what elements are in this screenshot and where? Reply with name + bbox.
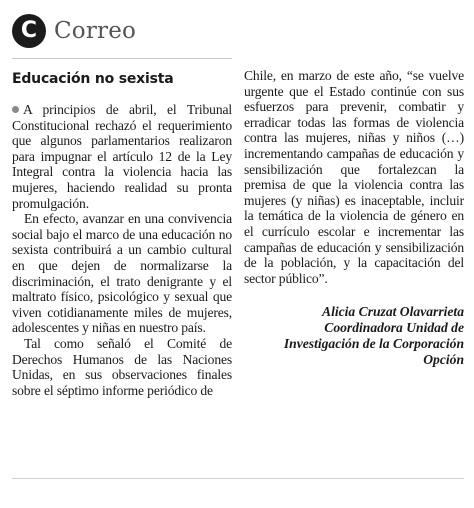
signature-role: Opción (423, 352, 464, 368)
signature-role: Coordinadora Unidad de (324, 320, 464, 336)
article-paragraph: Chile, en marzo de este año, “se vuelve urgente que el Estado continúe con sus esfuerzos para prevenir, combatir y erradicar todas las formas de violencia contra las mujeres, niñas y niños (…) incrementando campañas de educación y sensibilización que fortalezcan la premisa de que la violencia contra las mujeres (y niñas) es inaceptable, incluir la temática de la violencia de género en el currículo escolar e incrementar las campañas de educación y sensibilización de la población, y la capacitación del sector público”. (244, 68, 464, 286)
letter-signature (244, 304, 464, 368)
article-headline: Educación no sexista (12, 71, 174, 87)
section-header (12, 13, 136, 49)
signature-role: Investigación de la Corporación (283, 336, 464, 352)
signature-name: Alicia Cruzat Olavarrieta (322, 304, 464, 320)
article-paragraph: En efecto, avanzar en una convivencia social bajo el marco de una educación no sexista contribuirá a un cambio cultural en que dejen de normalizarse la discriminación, el trato denigrante y el maltrato físico, psicológico y sexual que viven cotidianamente miles de mujeres, adolescentes y niñas en nuestro país. (12, 211, 232, 336)
bullet-icon (12, 106, 19, 113)
header-divider (12, 58, 232, 59)
section-badge (12, 14, 46, 48)
footer-divider (12, 478, 464, 479)
section-title: Correo (54, 17, 137, 44)
article-paragraph-text: A principios de abril, el Tribunal Constitucional rechazó el requerimiento que algunos parlamentarios realizaron para impugnar el artículo 12 de la Ley Integral contra la violencia hacia las mujeres, haciendo realidad su pronta promulgación. (12, 102, 232, 211)
article-column-right (244, 68, 464, 368)
article-body-right (244, 68, 464, 286)
article-body-left (12, 102, 232, 398)
article-column-left (12, 70, 232, 398)
article-paragraph: Tal como señaló el Comité de Derechos Humanos de las Naciones Unidas, en sus observaciones finales sobre el séptimo informe periódico de (12, 335, 232, 398)
article-paragraph (12, 102, 232, 211)
section-badge-letter: C (20, 18, 38, 43)
